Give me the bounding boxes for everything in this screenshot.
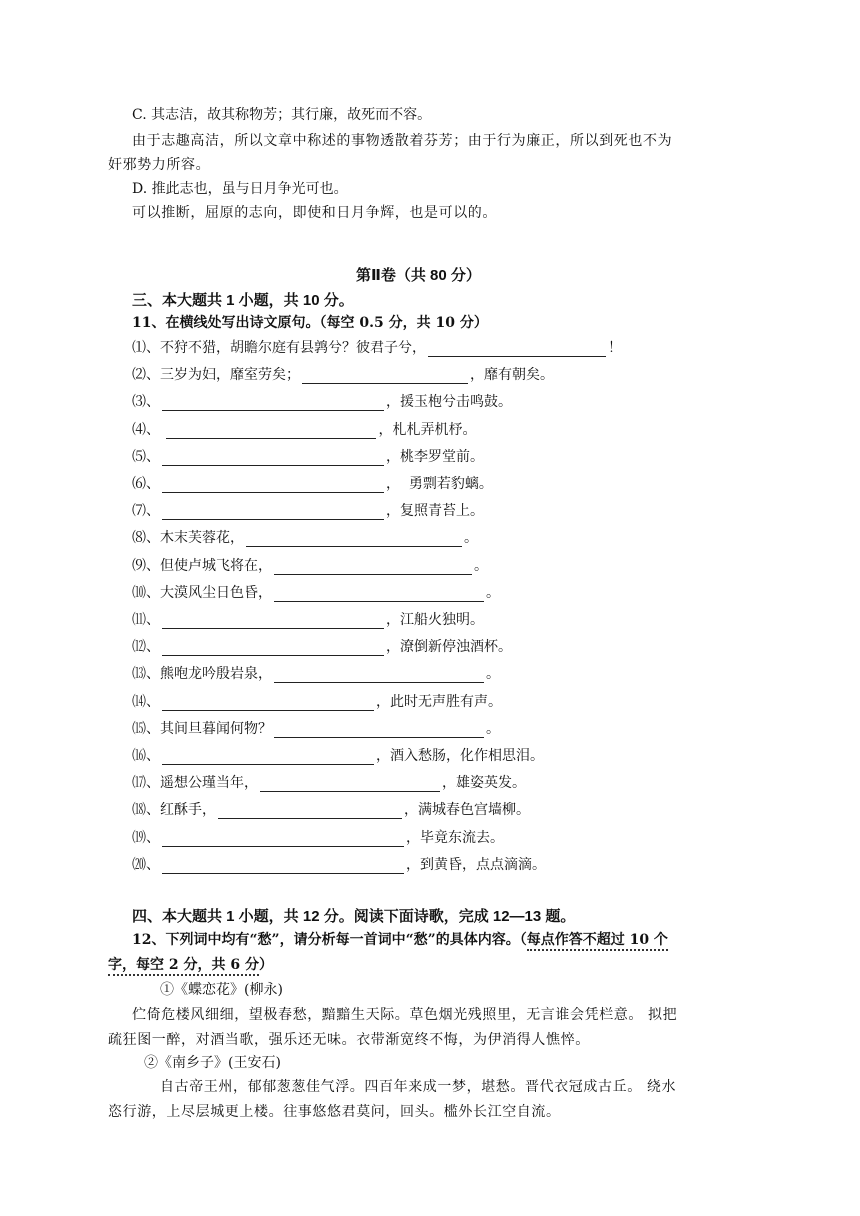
fill-item-suffix: ，潦倒新停浊酒杯。 xyxy=(386,639,512,655)
answer-blank[interactable] xyxy=(162,858,404,874)
answer-blank[interactable] xyxy=(302,368,468,384)
fill-item-prefix: 红酥手， xyxy=(160,802,216,818)
fill-item-prefix xyxy=(160,423,164,439)
fill-item-suffix: ，酒入愁肠，化作相思泪。 xyxy=(376,748,544,764)
fill-item-suffix: ，雄姿英发。 xyxy=(442,775,526,791)
fill-item xyxy=(132,364,554,384)
fill-item-number: ⒆、 xyxy=(132,830,160,846)
fill-item xyxy=(132,691,502,711)
answer-blank[interactable] xyxy=(166,423,376,439)
answer-blank[interactable] xyxy=(162,477,384,493)
fill-item xyxy=(132,718,500,738)
fill-item-prefix: 不狩不猎，胡瞻尔庭有县鹑兮？彼君子兮， xyxy=(160,340,426,356)
fill-item-suffix: 。 xyxy=(486,585,500,601)
fill-item-number: ⑷、 xyxy=(132,422,160,438)
option-d-translation: 可以推断，屈原的志向，即使和日月争辉，也是可以的。 xyxy=(132,205,497,221)
poem2-line1: 自古帝王州，郁郁葱葱佳气浮。四百年来成一梦，堪愁。晋代衣冠成古丘。 绕水 xyxy=(160,1079,677,1095)
fill-item-suffix: 。 xyxy=(486,666,500,682)
fill-item-number: ⑿、 xyxy=(132,639,160,655)
fill-item-suffix: ，复照青苔上。 xyxy=(386,503,484,519)
fill-item-number: ⑸、 xyxy=(132,449,160,465)
answer-blank[interactable] xyxy=(274,667,484,683)
fill-item xyxy=(132,582,500,602)
fill-item xyxy=(132,772,526,792)
answer-blank[interactable] xyxy=(428,341,606,357)
fill-item xyxy=(132,663,500,683)
question-11: 11、在横线处写出诗文原句。（每空 0.5 分，共 10 分） xyxy=(132,315,488,331)
fill-item-number: ⑴、 xyxy=(132,340,160,356)
answer-blank[interactable] xyxy=(162,613,384,629)
poem1-line2: 疏狂图一醉，对酒当歌，强乐还无味。衣带渐宽终不悔，为伊消得人憔悴。 xyxy=(108,1032,590,1048)
fill-item-number: ⑹、 xyxy=(132,476,160,492)
fill-item-number: ⒀、 xyxy=(132,666,160,682)
fill-item xyxy=(132,391,512,411)
poem1-title: ①《蝶恋花》(柳永) xyxy=(160,982,283,998)
fill-item-suffix: ，到黄昏，点点滴滴。 xyxy=(406,857,546,873)
option-c-translation-line2: 奸邪势力所容。 xyxy=(108,157,211,173)
fill-item-number: ⒇、 xyxy=(132,857,160,873)
fill-item-suffix: ，桃李罗堂前。 xyxy=(386,449,484,465)
question-12-line2 xyxy=(108,954,273,974)
fill-item-prefix: 大漠风尘日色昏， xyxy=(160,585,272,601)
fill-item-suffix: ，满城春色宫墙柳。 xyxy=(404,802,530,818)
option-d: D. 推此志也，虽与日月争光可也。 xyxy=(132,181,348,197)
fill-item-suffix: 。 xyxy=(486,721,500,737)
fill-item-suffix: ，援玉枹兮击鸣鼓。 xyxy=(386,394,512,410)
fill-item xyxy=(132,799,530,819)
fill-item-suffix: 。 xyxy=(474,558,488,574)
answer-blank[interactable] xyxy=(162,395,384,411)
fill-item-number: ⒄、 xyxy=(132,775,160,791)
fill-item-suffix: ， 勇剽若豹螭。 xyxy=(386,476,493,492)
fill-item xyxy=(132,609,484,629)
answer-blank[interactable] xyxy=(162,749,374,765)
fill-item-prefix: 熊咆龙吟殷岩泉， xyxy=(160,666,272,682)
poem2-title: ②《南乡子》(王安石) xyxy=(144,1055,281,1071)
answer-blank[interactable] xyxy=(274,586,484,602)
question-12-line1 xyxy=(132,929,668,949)
fill-item xyxy=(132,500,484,520)
section3-header: 三、本大题共 1 小题，共 10 分。 xyxy=(132,292,354,309)
fill-item-number: ⒃、 xyxy=(132,748,160,764)
question-12-emphasis-2: 字，每空 2 分，共 6 分 xyxy=(108,957,259,976)
fill-item-number: ⑺、 xyxy=(132,503,160,519)
fill-item-number: ⒅、 xyxy=(132,802,160,818)
fill-item xyxy=(132,337,622,357)
fill-item-number: ⑽、 xyxy=(132,585,160,601)
question-12-emphasis: 每点作答不超过 10 个 xyxy=(527,932,668,951)
answer-blank[interactable] xyxy=(162,450,384,466)
option-c-translation-line1: 由于志趣高洁，所以文章中称述的事物透散着芬芳；由于行为廉正，所以到死也不为 xyxy=(132,133,673,149)
fill-item-prefix: 遥想公瑾当年， xyxy=(160,775,258,791)
answer-blank[interactable] xyxy=(274,722,484,738)
fill-item xyxy=(132,473,493,493)
answer-blank[interactable] xyxy=(260,776,440,792)
fill-item xyxy=(132,527,478,547)
fill-item xyxy=(132,446,484,466)
fill-item-suffix: ，札札弄机杼。 xyxy=(378,422,477,438)
fill-item-number: ⑼、 xyxy=(132,558,160,574)
fill-item xyxy=(132,854,546,874)
option-c: C. 其志洁，故其称物芳；其行廉，故死而不容。 xyxy=(132,107,432,123)
answer-blank[interactable] xyxy=(162,504,384,520)
fill-item xyxy=(132,636,512,656)
answer-blank[interactable] xyxy=(218,803,402,819)
answer-blank[interactable] xyxy=(246,531,462,547)
fill-item-number: ⒂、 xyxy=(132,721,160,737)
answer-blank[interactable] xyxy=(162,831,404,847)
fill-item xyxy=(132,745,544,765)
poem1-line1: 伫倚危楼风细细，望极春愁，黯黯生天际。草色烟光残照里，无言谁会凭栏意。 拟把 xyxy=(132,1007,678,1023)
poem2-line2: 恣行游，上尽层城更上楼。往事悠悠君莫问，回头。槛外长江空自流。 xyxy=(108,1104,561,1120)
section4-header: 四、本大题共 1 小题，共 12 分。阅读下面诗歌，完成 12—13 题。 xyxy=(132,908,576,925)
fill-item-suffix: ，此时无声胜有声。 xyxy=(376,694,502,710)
fill-item-suffix: ，靡有朝矣。 xyxy=(470,367,554,383)
fill-item-suffix: ，江船火独明。 xyxy=(386,612,484,628)
question-12-text: 12、下列词中均有“愁”，请分析每一首词中“愁”的具体内容。（ xyxy=(132,932,527,948)
fill-item xyxy=(132,827,504,847)
answer-blank[interactable] xyxy=(162,695,374,711)
fill-item-number: ⑵、 xyxy=(132,367,160,383)
fill-item-number: ⒁、 xyxy=(132,694,160,710)
fill-item-suffix: ！ xyxy=(608,340,622,356)
volume-title: 第Ⅱ卷（共 80 分） xyxy=(356,267,481,284)
fill-item-prefix: 三岁为妇，靡室劳矣； xyxy=(160,367,300,383)
question-12-close: ） xyxy=(258,957,273,973)
fill-item-suffix: 。 xyxy=(464,530,478,546)
fill-item-number: ⑶、 xyxy=(132,394,160,410)
fill-item-number: ⑾、 xyxy=(132,612,160,628)
fill-item-suffix: ，毕竟东流去。 xyxy=(406,830,504,846)
fill-item-prefix: 但使卢城飞将在， xyxy=(160,558,272,574)
fill-item-prefix: 其间旦暮闻何物？ xyxy=(160,721,272,737)
fill-item xyxy=(132,419,476,439)
fill-item-prefix: 木末芙蓉花， xyxy=(160,530,244,546)
answer-blank[interactable] xyxy=(162,640,384,656)
fill-item xyxy=(132,555,488,575)
fill-item-number: ⑻、 xyxy=(132,530,160,546)
answer-blank[interactable] xyxy=(274,559,472,575)
